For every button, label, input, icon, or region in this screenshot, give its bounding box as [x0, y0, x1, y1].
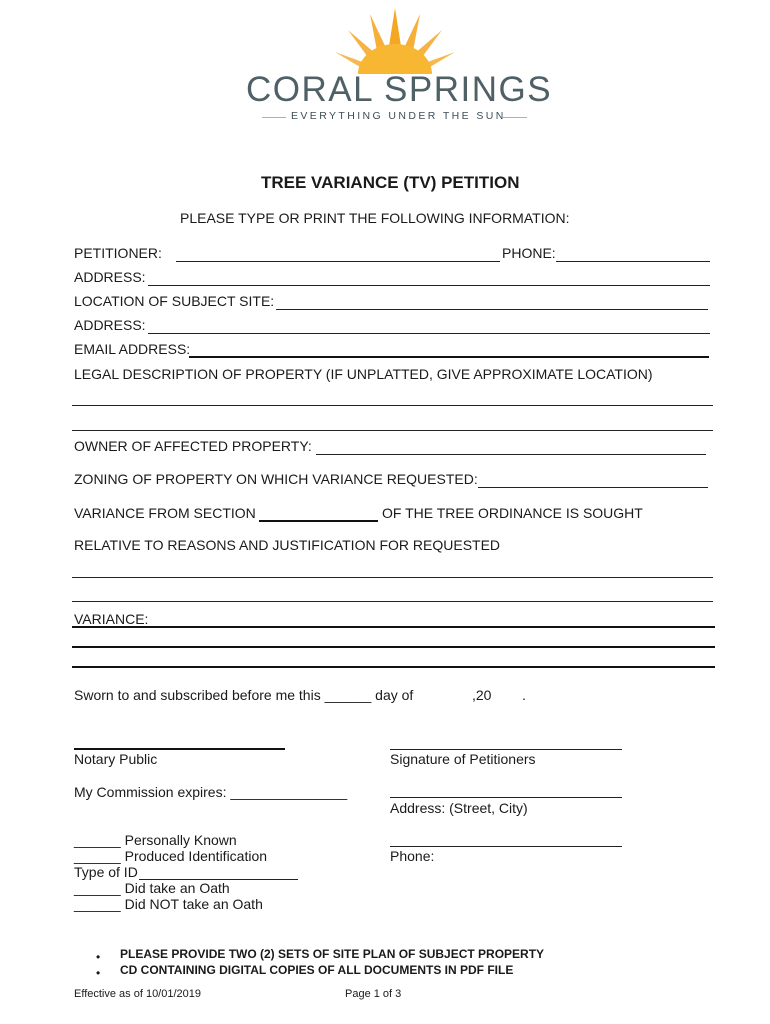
instructions-text: PLEASE TYPE OR PRINT THE FOLLOWING INFORMATION: [180, 210, 570, 226]
sworn-year: ,20 [472, 687, 492, 703]
phone-field[interactable] [556, 261, 710, 262]
tagline-rule-left [262, 117, 286, 118]
zoning-label: ZONING OF PROPERTY ON WHICH VARIANCE REQUESTED: [74, 471, 478, 487]
bullet-icon: • [96, 966, 101, 980]
location-field[interactable] [276, 309, 708, 310]
commission-expires: My Commission expires: _______________ [74, 784, 348, 800]
page-number: Page 1 of 3 [345, 988, 402, 1000]
logo-wordmark: CORAL SPRINGS [246, 70, 553, 109]
type-of-id-label: Type of ID [74, 864, 138, 880]
variance-line-3[interactable] [72, 666, 715, 668]
produced-identification: ______ Produced Identification [74, 848, 268, 864]
petitioner-field[interactable] [176, 261, 500, 262]
variance-label: VARIANCE: [74, 611, 149, 627]
email-field[interactable] [189, 356, 709, 358]
form-title: TREE VARIANCE (TV) PETITION [261, 173, 520, 192]
sworn-text: Sworn to and subscribed before me this ______ day of [74, 687, 414, 703]
address-label: ADDRESS: [74, 269, 146, 285]
zoning-field[interactable] [478, 487, 708, 488]
variance-line-2[interactable] [72, 646, 715, 648]
variance-line-1[interactable] [72, 626, 715, 628]
bullet-icon: • [96, 950, 101, 964]
site-address-label: ADDRESS: [74, 317, 146, 333]
location-label: LOCATION OF SUBJECT SITE: [74, 293, 275, 309]
reasons-line-2[interactable] [72, 601, 713, 602]
phone-label: PHONE: [502, 245, 556, 261]
email-label: EMAIL ADDRESS: [74, 341, 191, 357]
sworn-period: . [522, 687, 526, 703]
tagline-rule-right [503, 117, 527, 118]
legal-description-line-2[interactable] [72, 430, 713, 431]
legal-description-label: LEGAL DESCRIPTION OF PROPERTY (IF UNPLATTED, GIVE APPROXIMATE LOCATION) [74, 366, 653, 382]
sun-logo-icon [330, 6, 460, 76]
signature-address-label: Address: (Street, City) [390, 800, 528, 816]
owner-label: OWNER OF AFFECTED PROPERTY: [74, 438, 312, 454]
reasons-line-1[interactable] [72, 577, 713, 578]
petitioner-signature-line[interactable] [390, 749, 622, 750]
petitioner-label: PETITIONER: [74, 245, 162, 261]
effective-date: Effective as of 10/01/2019 [74, 988, 201, 1000]
did-take-oath: ______ Did take an Oath [74, 880, 230, 896]
relative-reasons-label: RELATIVE TO REASONS AND JUSTIFICATION FOR REQUESTED [74, 537, 501, 553]
variance-sought-label: OF THE TREE ORDINANCE IS SOUGHT [382, 505, 643, 521]
bullet-cd-copies: CD CONTAINING DIGITAL COPIES OF ALL DOCUMENTS IN PDF FILE [120, 963, 514, 977]
bullet-site-plan: PLEASE PROVIDE TWO (2) SETS OF SITE PLAN OF SUBJECT PROPERTY [120, 947, 545, 961]
signature-label: Signature of Petitioners [390, 751, 536, 767]
variance-from-label: VARIANCE FROM SECTION [74, 505, 256, 521]
address-field[interactable] [148, 285, 710, 286]
signature-phone-label: Phone: [390, 848, 435, 864]
personally-known: ______ Personally Known [74, 832, 237, 848]
site-address-field[interactable] [148, 333, 710, 334]
address-signature-line[interactable] [390, 797, 622, 798]
owner-field[interactable] [316, 454, 706, 455]
legal-description-line-1[interactable] [72, 405, 713, 406]
notary-public-label: Notary Public [74, 751, 158, 767]
section-field[interactable] [259, 520, 378, 522]
phone-signature-line[interactable] [390, 846, 622, 847]
did-not-take-oath: ______ Did NOT take an Oath [74, 896, 263, 912]
notary-signature-line[interactable] [74, 748, 285, 750]
logo-tagline: EVERYTHING UNDER THE SUN [291, 110, 506, 122]
